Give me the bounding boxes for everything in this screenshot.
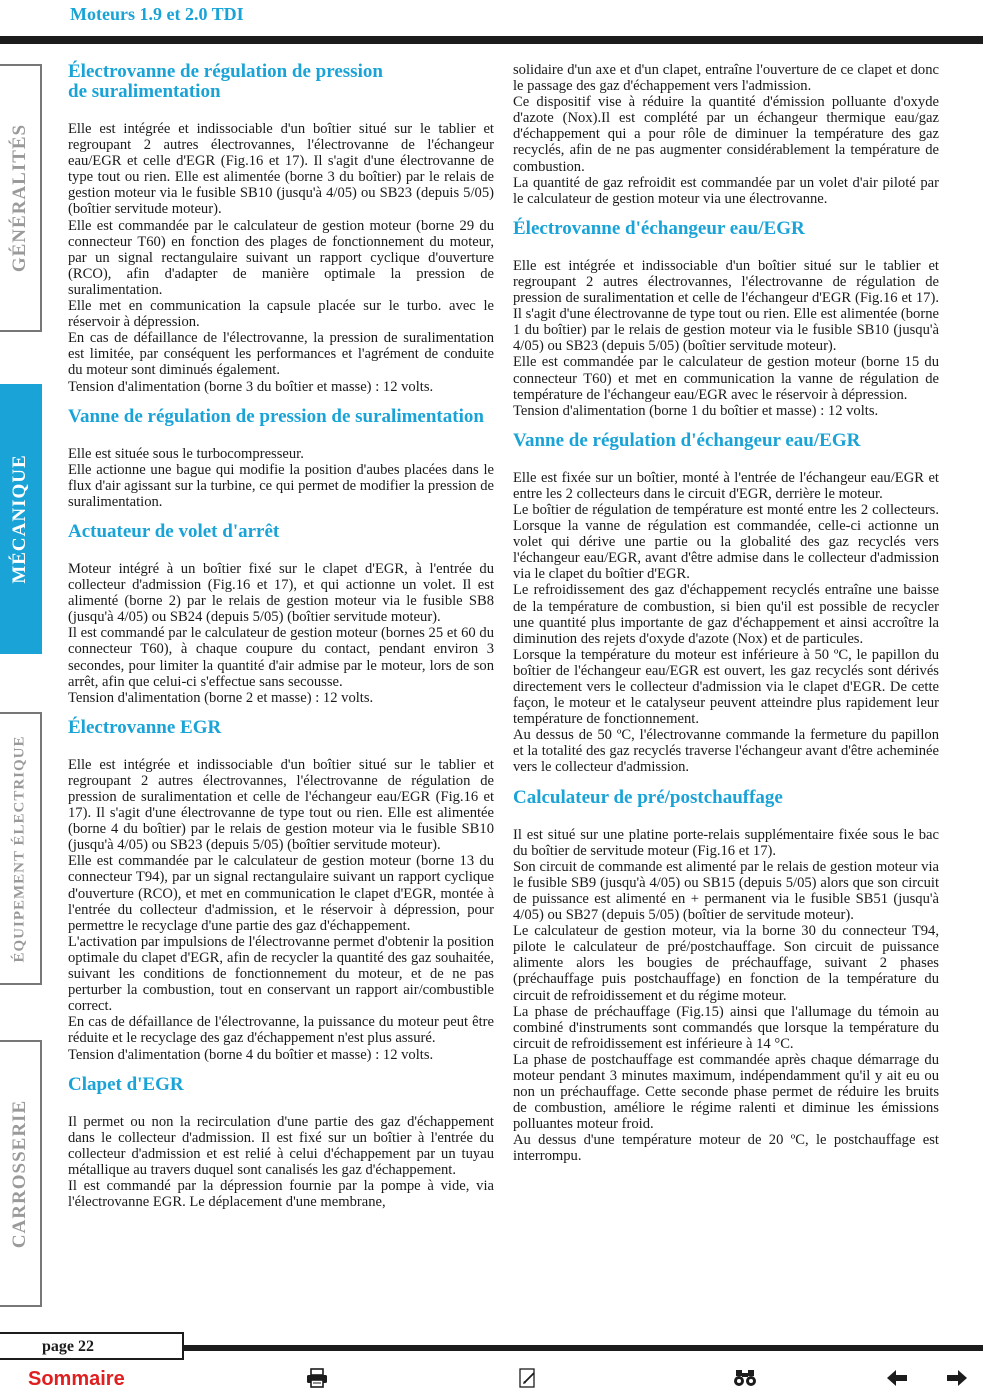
section-title: Électrovanne EGR <box>68 716 222 738</box>
paragraph: Elle est intégrée et indissociable d'un boîtier situé sur le tablier et regroupant 2 autres électrovannes, l'électrovanne de l'échangeur eau/EGR et celle d'EGR (Fig.16 et 17). Il s'agit d'une électrovanne de type tout ou rien. Elle est alimentée (borne 3 du boîtier) par le relais de gestion moteur via le fusible SB10 (jusqu'à 4/05) ou SB23 (depuis 5/05) (boîtier servitude moteur). <box>68 121 494 218</box>
paragraph: Elle est intégrée et indissociable d'un boîtier situé sur le tablier et regroupant 2 autres électrovannes, l'électrovanne de régulation de pression de suralimentation et celle de l'échangeur d'EGR (Fig.16 et 17). Il s'agit d'une électrovanne de type tout ou rien. Elle est alimentée (borne 1 du boîtier) par le relais de gestion moteur via le fusible SB10 (jusqu'à 4/05) ou SB23 (depuis 5/05) (boîtier servitude moteur). <box>513 257 939 355</box>
section-title: Vanne de régulation d'échangeur eau/EGR <box>513 429 861 451</box>
paragraph: Elle met en communication la capsule placée sur le turbo. avec le réservoir à dépression. <box>68 298 494 331</box>
paragraph: Elle est située sous le turbocompresseur. <box>68 445 304 462</box>
side-tab-label: MÉCANIQUE <box>9 454 30 584</box>
side-tab-carrosserie[interactable] <box>0 1040 42 1307</box>
page-number: page 22 <box>42 1338 94 1355</box>
paragraph: Lorsque la température du moteur est inférieure à 50 ºC, le papillon du boîtier de l'échangeur eau/EGR est ouvert, les gaz recyclés sont dérivés directement vers le collecteur d'admission via le clapet d'EGR. De cette façon, le moteur et le catalyseur peuvent atteindre plus rapidement leur température de fonctionnement. <box>513 646 939 728</box>
paragraph: Elle est commandée par le calculateur de gestion moteur (borne 29 du connecteur T60) en fonction des plages de fonctionnement du moteur, par un signal rectangulaire suivant un rapport cyclique d'ouverture (RCO), afin d'adapter de manière optimale la pression de suralimentation. <box>68 217 494 298</box>
paragraph: Elle actionne une bague qui modifie la position d'aubes placées dans le flux d'air agissant sur la turbine, ce qui permet de modifier la pression de suralimentation. <box>68 461 494 510</box>
paragraph: Tension d'alimentation (borne 2 et masse) : 12 volts. <box>68 689 374 706</box>
paragraph: Ce dispositif vise à réduire la quantité d'émission polluante d'oxyde d'azote (Nox).Il est complété par un échangeur thermique eau/gaz d'échappement qui a pour rôle de diminuer la température des gaz recyclés, afin de ne pas augmenter considérablement la température de combustion. <box>513 94 939 175</box>
paragraph: La quantité de gaz refroidit est commandée par un volet d'air piloté par le calculateur de gestion moteur via une électrovanne. <box>513 174 939 207</box>
left-column <box>68 62 494 1210</box>
section-title <box>68 62 494 102</box>
paragraph: Le calculateur de gestion moteur, via la borne 30 du connecteur T94, pilote le calculateur de pré/postchauffage. Son circuit de puissance alimente alors les bougies de préchauffage, suivant 2 phases (préchauffage puis postchauffage) en fonction de la température du circuit de refroidissement et du régime moteur. <box>513 923 939 1004</box>
section-title: Calculateur de pré/postchauffage <box>513 786 783 808</box>
side-tab-label: ÉQUIPEMENT ÉLECTRIQUE <box>11 734 28 963</box>
paragraph: Tension d'alimentation (borne 1 du boîtier et masse) : 12 volts. <box>513 402 879 419</box>
arrow-left-icon[interactable] <box>886 1368 908 1393</box>
paragraph: Elle est commandée par le calculateur de gestion moteur (borne 13 du connecteur T94), par un signal rectangulaire suivant un rapport cyclique d'ouverture (RCO), et met en communication le clapet d'EGR, montée à l'entrée du collecteur d'admission, et le réservoir à dépression, pour permettre le recyclage d'une partie des gaz d'échappement. <box>68 853 494 934</box>
paragraph: Tension d'alimentation (borne 4 du boîtier et masse) : 12 volts. <box>68 1046 434 1063</box>
header-title: Moteurs 1.9 et 2.0 TDI <box>70 4 244 24</box>
paragraph: Au dessus de 50 ºC, l'électrovanne commande la fermeture du papillon et la totalité des gaz recyclés traverse l'échangeur avant d'être acheminée vers le collecteur d'admission. <box>513 727 939 776</box>
paragraph: Il est commandé par le calculateur de gestion moteur (bornes 25 et 60 du connecteur T60), à chaque coupure du contact, pendant environ 3 secondes, pour limiter la quantité d'air admise par le moteur, lors de son arrêt, afin que celui-ci s'effectue sans secousse. <box>68 625 494 690</box>
paragraph: Tension d'alimentation (borne 3 du boîtier et masse) : 12 volts. <box>68 378 434 395</box>
binoculars-icon[interactable] <box>733 1368 757 1393</box>
paragraph: Moteur intégré à un boîtier fixé sur le clapet d'EGR, à l'entrée du collecteur d'admission (Fig.16 et 17), et qui actionne un volet. Il est alimenté (borne 2) par le relais de gestion moteur via le fusible SB8 (jusqu'à 4/05) ou SB24 (depuis 5/05) (boîtier servitude moteur). <box>68 560 494 626</box>
paragraph: Elle est fixée sur un boîtier, monté à l'entrée de l'échangeur eau/EGR et entre les 2 collecteurs dans le circuit d'EGR, derrière le moteur. <box>513 469 939 502</box>
edit-icon[interactable] <box>519 1368 537 1393</box>
paragraph: solidaire d'un axe et d'un clapet, entraîne l'ouverture de ce clapet et donc le passage des gaz d'échappement vers l'admission. <box>513 62 939 95</box>
side-tab-label: CARROSSERIE <box>9 1099 30 1248</box>
section-title-line: de suralimentation <box>68 81 221 102</box>
paragraph: La phase de postchauffage est commandée après chaque démarrage du moteur pendant 3 minutes maximum, indépendamment qu'il y ait eu ou non un préchauffage. Cette seconde phase permet de réduire les bruits de combustion, améliore le régime ralenti et diminue les émissions polluantes moteur froid. <box>513 1051 939 1133</box>
paragraph: L'activation par impulsions de l'électrovanne permet d'obtenir la position optimale du clapet d'EGR, afin de recycler la quantité des gaz souhaitée, suivant les conditions de fonctionnement du moteur, et de ne pas perturber la combustion, tout en conservant un rapport air/combustible correct. <box>68 933 494 1015</box>
right-column <box>513 62 939 1165</box>
paragraph: Elle est intégrée et indissociable d'un boîtier situé sur le tablier et regroupant 2 autres électrovannes, l'électrovanne de régulation de pression de suralimentation et celle de l'échangeur eau/EGR (Fig.16 et 17). Il s'agit d'une électrovanne de type tout ou rien. Elle est alimentée (borne 4 du boîtier) par le relais de gestion moteur via le fusible SB10 (jusqu'à 4/05) ou SB23 (depuis 5/05) (boîtier servitude moteur). <box>68 756 494 854</box>
paragraph: Au dessus d'une température moteur de 20 ºC, le postchauffage est interrompu. <box>513 1132 939 1165</box>
arrow-right-icon[interactable] <box>946 1368 968 1393</box>
paragraph: Il permet ou non la recirculation d'une partie des gaz d'échappement dans le collecteur d'admission. Il est fixé sur un boîtier à l'entrée du collecteur d'admission et est relié à celui d'échappement par un tuyau métallique au travers duquel sont canalisés les gaz d'échappement. <box>68 1113 494 1178</box>
paragraph: Le refroidissement des gaz d'échappement recyclés entraîne une baisse de la température de combustion, si bien qu'il est possible de recycler une quantité plus importante de gaz d'échappement et ainsi accroître la diminution des rejets d'oxyde d'azote (Nox) et de particules. <box>513 582 939 647</box>
side-tab-mecanique[interactable] <box>0 384 42 654</box>
paragraph: En cas de défaillance de l'électrovanne, la pression de suralimentation est limitée, par conséquent les performances et l'agrément de conduite du moteur sont diminués également. <box>68 330 494 379</box>
side-tab-equipement-electrique[interactable] <box>0 712 42 985</box>
paragraph: Le boîtier de régulation de température est monté entre les 2 collecteurs. Lorsque la vanne de régulation est commandée, celle-ci actionne un volet qui dérive une partie ou la globalité des gaz recyclés vers l'échangeur eau/EGR, avant d'être admise dans le collecteur d'admission via le clapet du boîtier d'EGR. <box>513 501 939 583</box>
top-rule <box>0 36 983 44</box>
page-number-box <box>0 1332 184 1360</box>
paragraph: Elle est commandée par le calculateur de gestion moteur (borne 15 du connecteur T60) et met en communication la vanne de régulation de température de l'échangeur eau/EGR avec le réservoir à dépression. <box>513 354 939 403</box>
paragraph: Son circuit de commande est alimenté par le relais de gestion moteur via le fusible SB9 (jusqu'à 4/05) ou SB15 (depuis 5/05) alors que son circuit de puissance est alimenté en + permanent via le fusible SB51 (jusqu'à 4/05) ou SB27 (depuis 5/05) (boîtier de servitude moteur). <box>513 858 939 924</box>
paragraph: En cas de défaillance de l'électrovanne, la puissance du moteur peut être réduite et le recyclage des gaz d'échappement n'est plus assuré. <box>68 1014 494 1047</box>
section-title: Actuateur de volet d'arrêt <box>68 520 280 542</box>
side-tab-label: GÉNÉRALITÉS <box>9 123 30 273</box>
paragraph: La phase de préchauffage (Fig.15) ainsi que l'allumage du témoin au combiné d'instruments sont commandés que lorsque la température du circuit de refroidissement est inférieure à 14 °C. <box>513 1003 939 1052</box>
side-tab-generalites[interactable] <box>0 64 42 332</box>
section-title: Électrovanne d'échangeur eau/EGR <box>513 217 805 239</box>
section-title: Vanne de régulation de pression de suralimentation <box>68 405 484 427</box>
print-icon[interactable] <box>306 1368 328 1393</box>
section-title: Clapet d'EGR <box>68 1073 184 1095</box>
paragraph: Il est situé sur une platine porte-relais supplémentaire fixée sous le bac du boîtier de servitude moteur (Fig.16 et 17). <box>513 826 939 859</box>
section-title-line: Électrovanne de régulation de pression <box>68 61 383 82</box>
sommaire-link[interactable]: Sommaire <box>28 1368 125 1390</box>
paragraph: Il est commandé par la dépression fournie par la pompe à vide, via l'électrovanne EGR. Le déplacement d'une membrane, <box>68 1177 494 1211</box>
